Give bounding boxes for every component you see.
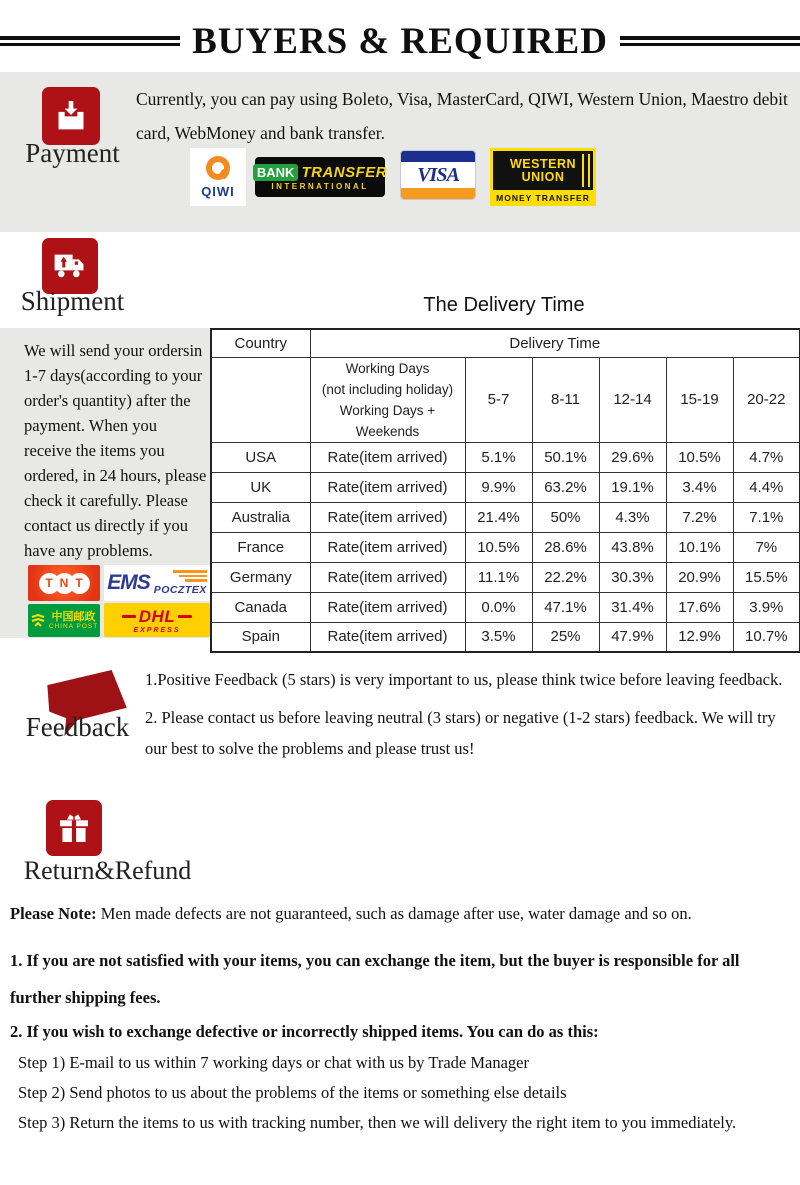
exchange-step-2: Step 2) Send photos to us about the problems of the items or something else details — [18, 1083, 567, 1102]
bank-transfer-bank-text: BANK — [253, 164, 299, 181]
tnt-letter: T — [69, 573, 90, 594]
ems-pocztex-logo — [104, 565, 210, 601]
page-header — [0, 16, 800, 66]
please-note-text: Men made defects are not guaranteed, such as damage after use, water damage and so on. — [96, 904, 692, 923]
feedback-point-2: 2. Please contact us before leaving neutral (3 stars) or negative (1-2 stars) feedback. We will try our best to solve the problems and please trust us! — [145, 708, 776, 758]
pocztex-logo-text: POCZTEX — [153, 583, 207, 596]
dhl-dash-icon — [122, 615, 136, 618]
table-row-france: France Rate(item arrived) 10.5% 28.6% 43.8% 10.1% 7% — [211, 532, 800, 562]
exchange-point-2: 2. If you wish to exchange defective or incorrectly shipped items. You can do as this: — [10, 1022, 599, 1041]
day-range-header: 20-22 — [733, 357, 800, 442]
tnt-letter: T — [39, 573, 60, 594]
table-header-delivery-time: Delivery Time — [310, 329, 800, 357]
bank-transfer-international-text: INTERNATIONAL — [271, 181, 369, 191]
day-range-header: 5-7 — [465, 357, 532, 442]
please-note-line — [10, 902, 790, 926]
table-row-canada: Canada Rate(item arrived) 0.0% 47.1% 31.4% 17.6% 3.9% — [211, 592, 800, 622]
dhl-express-text: EXPRESS — [133, 626, 181, 634]
visa-logo — [400, 150, 476, 200]
visa-logo-text: VISA — [417, 163, 459, 186]
delivery-time-title: The Delivery Time — [423, 294, 585, 316]
return-refund-icon — [46, 800, 102, 856]
tnt-logo — [28, 565, 100, 601]
payment-download-tray-icon — [51, 96, 91, 136]
exchange-step-1: Step 1) E-mail to us within 7 working days or chat with us by Trade Manager — [18, 1053, 529, 1072]
gift-icon — [53, 807, 95, 849]
table-empty-cell — [211, 357, 310, 442]
exchange-steps — [10, 1048, 770, 1138]
return-refund-section-label: Return&Refund — [23, 856, 192, 885]
western-union-line2: UNION — [521, 169, 565, 184]
title-rule-left — [0, 36, 180, 46]
table-row-australia: Australia Rate(item arrived) 21.4% 50% 4.3% 7.2% 7.1% — [211, 502, 800, 532]
shipment-note-panel — [0, 328, 211, 638]
ems-stripes-icon — [154, 570, 207, 582]
truck-icon — [49, 245, 91, 287]
payment-description: Currently, you can pay using Boleto, Visa, MasterCard, QIWI, Western Union, Maestro debit card, WebMoney and bank transfer. — [136, 89, 788, 143]
dhl-dash-icon — [178, 615, 192, 618]
qiwi-logo-text: QIWI — [201, 183, 235, 199]
china-post-en-text: CHINA POST — [48, 623, 99, 630]
table-row-spain: Spain Rate(item arrived) 3.5% 25% 47.9% 12.9% 10.7% — [211, 622, 800, 652]
visa-orange-band — [401, 188, 475, 199]
table-row-uk: UK Rate(item arrived) 9.9% 63.2% 19.1% 3.4% 4.4% — [211, 472, 800, 502]
day-range-header: 12-14 — [599, 357, 666, 442]
table-header-working-days: Working Days (not including holiday) Working Days + Weekends — [310, 357, 465, 442]
china-post-logo — [28, 604, 100, 637]
table-row-germany: Germany Rate(item arrived) 11.1% 22.2% 30.3% 20.9% 15.5% — [211, 562, 800, 592]
western-union-money-transfer-text: MONEY TRANSFER — [496, 193, 590, 203]
feedback-section-label: Feedback — [25, 712, 130, 742]
tnt-letter: N — [54, 573, 75, 594]
western-union-line1: WESTERN — [510, 156, 576, 171]
ems-logo-text: EMS — [107, 571, 150, 594]
day-range-header: 15-19 — [666, 357, 733, 442]
payment-section-label: Payment — [25, 138, 120, 168]
bank-transfer-logo — [255, 157, 388, 197]
table-row-usa: USA Rate(item arrived) 5.1% 50.1% 29.6% 10.5% 4.7% — [211, 442, 800, 472]
exchange-step-3: Step 3) Return the items to us with tracking number, then we will delivery the right item to you immediately. — [18, 1113, 737, 1132]
visa-blue-band — [401, 151, 475, 162]
shipment-section-label: Shipment — [20, 286, 125, 316]
qiwi-q-icon — [206, 156, 230, 180]
delivery-table-wrap — [210, 328, 799, 653]
dhl-logo-text: DHL — [138, 606, 176, 626]
china-post-emblem-icon — [30, 613, 46, 629]
china-post-cn-text: 中国邮政 — [51, 611, 96, 623]
payment-section — [0, 72, 800, 232]
dhl-logo — [104, 603, 210, 637]
qiwi-logo — [190, 148, 246, 206]
title-rule-right — [620, 36, 800, 46]
bank-transfer-transfer-text: TRANSFER — [301, 163, 388, 181]
western-union-bars — [582, 154, 590, 187]
exchange-point-1: 1. If you are not satisfied with your items, you can exchange the item, but the buyer is responsible for all further shipping fees. — [10, 951, 740, 1007]
day-range-header: 8-11 — [532, 357, 599, 442]
table-header-country: Country — [211, 329, 310, 357]
delivery-table — [210, 328, 800, 653]
feedback-point-1: 1.Positive Feedback (5 stars) is very important to us, please think twice before leaving feedback. — [145, 670, 783, 689]
page-title: BUYERS & REQUIRED — [192, 20, 608, 62]
please-note-label: Please Note: — [10, 904, 97, 923]
shipment-note: We will send your ordersin 1-7 days(according to your order's quantity) after the payment. When you receive the items you ordered, in 24 hours, please check it carefully. Please contact us directly if you have any problems. — [24, 341, 207, 560]
payment-icon — [42, 87, 100, 145]
western-union-logo — [490, 148, 596, 206]
